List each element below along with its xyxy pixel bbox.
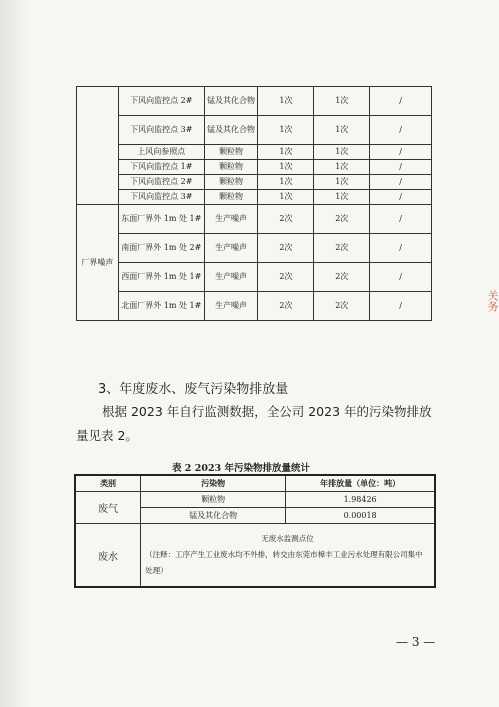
item-cell [77,87,119,205]
note-cell: / [370,263,432,292]
amount-cell: 0.00018 [286,508,435,524]
factor-cell: 生产噪声 [204,234,258,263]
note-cell: / [370,205,432,234]
pollutant-cell: 颗粒物 [141,492,286,508]
section-heading: 3、年度废水、废气污染物排放量 [98,382,289,397]
factor-cell: 锰及其化合物 [204,87,258,116]
note-cell: / [370,116,432,145]
freq-cell: 1次 [258,116,314,145]
table-row [77,234,432,263]
actual-cell: 1次 [314,190,370,205]
actual-cell: 1次 [314,87,370,116]
freq-cell: 1次 [258,190,314,205]
header-cell: 年排放量（单位：吨） [286,475,435,492]
page-number: — 3 — [396,635,436,649]
note-cell: / [370,190,432,205]
actual-cell: 1次 [314,145,370,160]
actual-cell: 2次 [314,205,370,234]
point-cell: 下风向监控点 2# [118,87,204,116]
header-cell: 污染物 [141,475,286,492]
point-cell: 下风向监控点 1# [118,160,204,175]
pollutant-cell: 锰及其化合物 [141,508,286,524]
table-row [77,87,432,116]
table-row [75,524,435,588]
actual-cell: 1次 [314,175,370,190]
header-cell: 类别 [75,475,141,492]
wastewater-note-line2: （注释：工序产生工业废水均不外排，转交由东莞市樟丰工业污水处理有限公司集中处理） [145,550,423,575]
factor-cell: 生产噪声 [204,205,258,234]
emissions-table [74,474,436,588]
table-row [77,205,432,234]
factor-cell: 颗粒物 [204,160,258,175]
amount-cell: 1.98426 [286,492,435,508]
factor-cell: 锰及其化合物 [204,116,258,145]
factor-cell: 生产噪声 [204,263,258,292]
freq-cell: 1次 [258,175,314,190]
point-cell: 东面厂界外 1m 处 1# [118,205,204,234]
point-cell: 下风向监控点 3# [118,190,204,205]
note-cell: / [370,145,432,160]
point-cell: 西面厂界外 1m 处 1# [118,263,204,292]
freq-cell: 1次 [258,145,314,160]
table-caption: 表 2 2023 年污染物排放量统计 [172,463,310,474]
freq-cell: 2次 [258,234,314,263]
category-cell: 废水 [75,524,141,588]
point-cell: 下风向监控点 3# [118,116,204,145]
table-row [77,175,432,190]
factor-cell: 颗粒物 [204,190,258,205]
freq-cell: 2次 [258,292,314,321]
seal-stamp: 关务 [486,290,499,312]
point-cell: 北面厂界外 1m 处 1# [118,292,204,321]
actual-cell: 2次 [314,263,370,292]
freq-cell: 2次 [258,205,314,234]
note-cell: / [370,292,432,321]
category-cell: 废气 [75,492,141,524]
freq-cell: 1次 [258,160,314,175]
note-cell: / [370,175,432,190]
actual-cell: 2次 [314,234,370,263]
factor-cell: 生产噪声 [204,292,258,321]
table-row [77,263,432,292]
note-cell: / [370,160,432,175]
monitoring-table [76,86,432,321]
freq-cell: 1次 [258,87,314,116]
actual-cell: 1次 [314,116,370,145]
table-row [75,492,435,508]
table-row [77,292,432,321]
actual-cell: 2次 [314,292,370,321]
factor-cell: 颗粒物 [204,145,258,160]
actual-cell: 1次 [314,160,370,175]
table-row [77,160,432,175]
point-cell: 南面厂界外 1m 处 2# [118,234,204,263]
body-paragraph: 根据 2023 年自行监测数据，全公司 2023 年的污染物排放量见表 2。 [76,404,432,443]
wastewater-note-cell [141,524,435,588]
noise-label-cell: 厂界噪声 [77,205,119,321]
factor-cell: 颗粒物 [204,175,258,190]
table-row [77,145,432,160]
freq-cell: 2次 [258,263,314,292]
note-cell: / [370,234,432,263]
table-header-row [75,475,435,492]
page-edge-shadow [0,0,30,707]
wastewater-note-line1: 无废水监测点位 [261,534,314,543]
table-row [77,190,432,205]
table-row [77,116,432,145]
note-cell: / [370,87,432,116]
point-cell: 下风向监控点 2# [118,175,204,190]
point-cell: 上风向参照点 [118,145,204,160]
